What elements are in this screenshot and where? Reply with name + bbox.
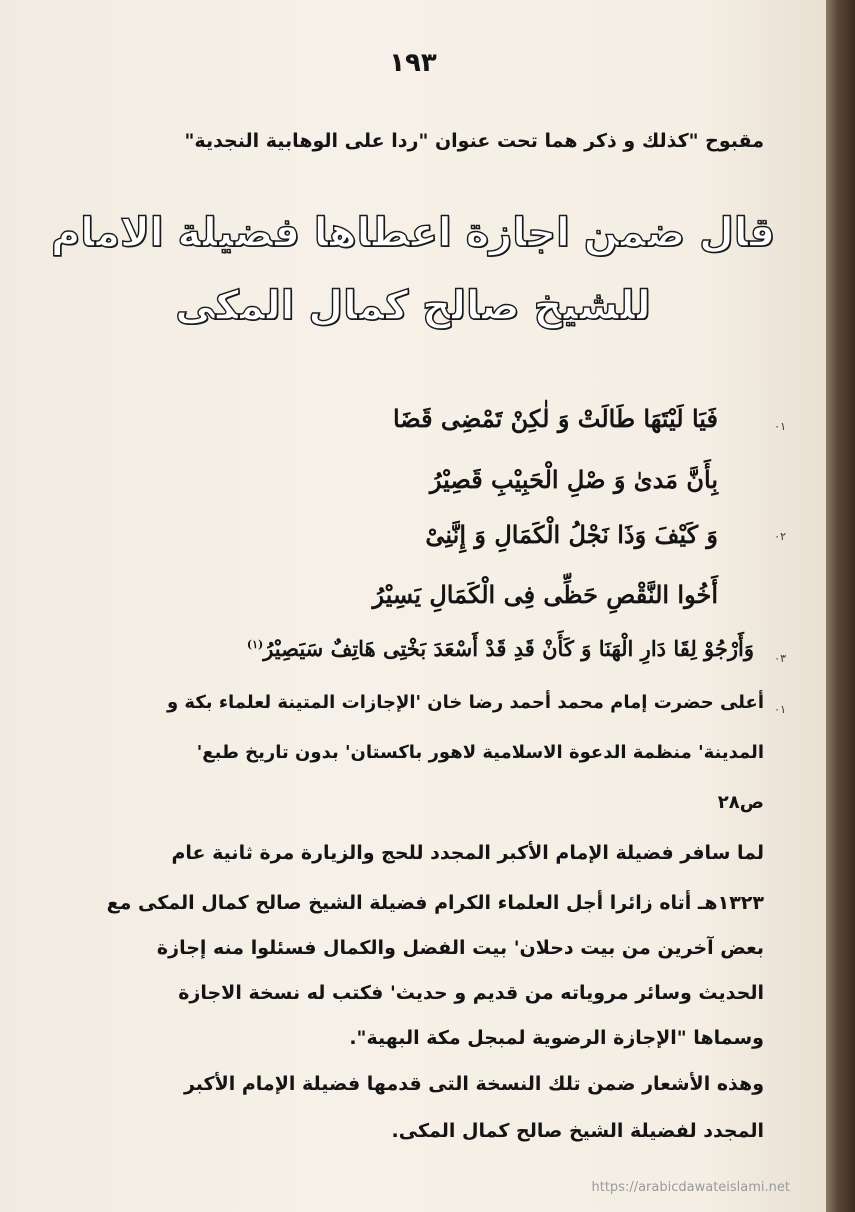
verse-number: ٠١ xyxy=(774,420,786,433)
verse-number: ٠٣ xyxy=(774,652,786,665)
paragraph-2-line-2: المجدد لفضيلة الشيخ صالح كمال المكى. xyxy=(391,1120,764,1142)
source-watermark: https://arabicdawateislami.net xyxy=(591,1180,790,1195)
book-spine-edge xyxy=(826,0,855,1212)
paragraph-1-line-3: بعض آخرين من بيت دحلان' بيت الفضل والكمال فسئلوا منه إجازة xyxy=(156,937,764,959)
verse-line-long xyxy=(247,636,754,661)
intro-line: مقبوح "كذلك و ذكر هما تحت عنوان "ردا على الوهابية النجدية" xyxy=(184,130,764,152)
paragraph-1-line-1: لما سافر فضيلة الإمام الأكبر المجدد للحج والزيارة مرة ثانية عام xyxy=(171,842,764,864)
heading-line-2: للشيخ صالح كمال المكى xyxy=(175,283,651,329)
footnote-line-1: أعلى حضرت إمام محمد أحمد رضا خان 'الإجازات المتينة لعلماء بكة و xyxy=(166,692,764,713)
verse-number: ٠٢ xyxy=(774,530,786,543)
verse-text: وَأَرْجُوْ لِقَا دَارِ الْهَنَا وَ كَأَنْ قَدِ قَدْ أَسْعَدَ بَخْتِى هَاتِفٌ سَيَصِيْرُ xyxy=(263,636,754,661)
verse-line: وَ كَيْفَ وَذَا نَجْلُ الْكَمَالِ وَ إِنَّنِىْ xyxy=(425,520,718,549)
footnote-line-3: ص٢٨ xyxy=(717,792,764,813)
footnote-number: ٠١ xyxy=(774,703,786,716)
footnote-marker: (١) xyxy=(246,638,264,651)
footnote-line-2: المدينة' منظمة الدعوة الاسلامية لاهور باكستان' بدون تاريخ طبع' xyxy=(196,742,764,763)
verse-line: أَخُوا النَّقْصِ حَظِّى فِى الْكَمَالِ يَسِيْرُ xyxy=(372,580,718,609)
verse-line: فَيَا لَيْتَهَا طَالَتْ وَ لٰكِنْ تَمْضِى قَضَا xyxy=(392,404,718,433)
paragraph-1-line-5: وسماها "الإجازة الرضوية لمبجل مكة البهية". xyxy=(349,1027,764,1049)
verse-line: بِأَنَّ مَدىٰ وَ صْلِ الْحَبِيْبِ قَصِيْرُ xyxy=(429,465,718,494)
heading-line-1: قال ضمن اجازة اعطاها فضيلة الامام xyxy=(50,210,776,256)
paragraph-1-line-4: الحديث وسائر مروياته من قديم و حديث' فكتب له نسخة الاجازة xyxy=(178,982,764,1004)
paragraph-1-line-2: ١٣٢٣هـ أتاه زائرا أجل العلماء الكرام فضيلة الشيخ صالح كمال المكى مع xyxy=(106,892,764,914)
paragraph-2-line-1: وهذه الأشعار ضمن تلك النسخة التى قدمها فضيلة الإمام الأكبر xyxy=(183,1073,764,1095)
page-number: ١٩٣ xyxy=(389,48,437,78)
